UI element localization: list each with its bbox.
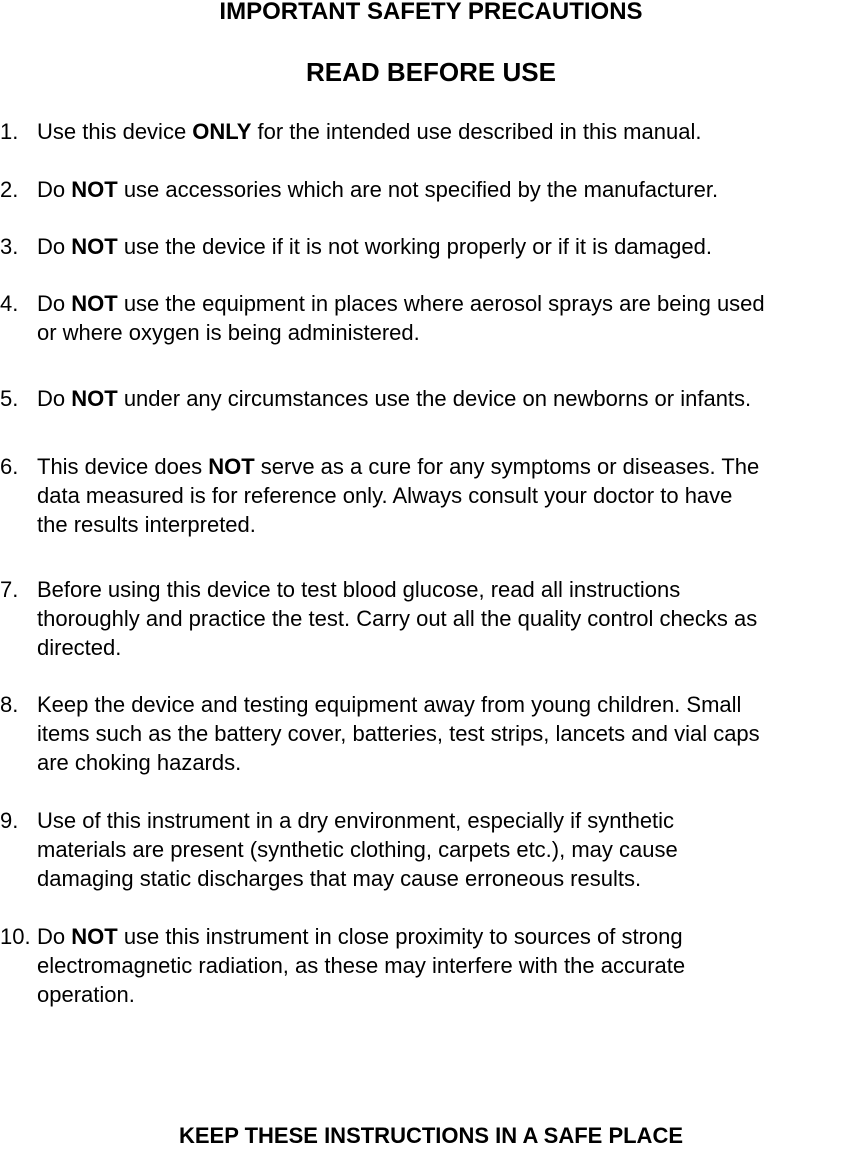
item-text-line: thoroughly and practice the test. Carry out all the quality control checks as	[37, 606, 758, 631]
item-text-row	[37, 452, 862, 481]
item-text-line: for the intended use described in this manual.	[251, 119, 702, 144]
item-emphasis: NOT	[208, 454, 255, 479]
item-text-line: use the device if it is not working properly or if it is damaged.	[117, 234, 712, 259]
item-text	[37, 175, 862, 204]
item-emphasis: NOT	[71, 924, 118, 949]
item-number: 6.	[0, 454, 19, 479]
page-title: IMPORTANT SAFETY PRECAUTIONS	[219, 0, 643, 25]
item-text-row	[37, 289, 862, 318]
item-text-line: use accessories which are not specified by the manufacturer.	[117, 177, 719, 202]
item-text-lead: Do	[37, 924, 72, 949]
item-text	[37, 117, 862, 146]
item-number: 9.	[0, 808, 19, 833]
item-text-line: Before using this device to test blood glucose, read all instructions	[37, 577, 681, 602]
item-text-lead: Do	[37, 386, 72, 411]
item-number: 2.	[0, 177, 19, 202]
item-text	[37, 806, 862, 893]
item-emphasis: NOT	[71, 386, 118, 411]
item-text-line: items such as the battery cover, batteries, test strips, lancets and vial caps	[37, 721, 760, 746]
item-text	[37, 232, 862, 261]
item-emphasis: ONLY	[192, 119, 252, 144]
item-text	[37, 690, 862, 777]
item-text-line: damaging static discharges that may cause erroneous results.	[37, 866, 642, 891]
item-text	[37, 384, 862, 413]
item-number: 7.	[0, 577, 19, 602]
item-text-row	[37, 922, 862, 951]
item-text-line: data measured is for reference only. Always consult your doctor to have	[37, 483, 733, 508]
item-text-line: under any circumstances use the device on newborns or infants.	[117, 386, 752, 411]
item-number: 8.	[0, 692, 19, 717]
item-text	[37, 452, 862, 539]
item-text-line: materials are present (synthetic clothing, carpets etc.), may cause	[37, 837, 678, 862]
item-text-line: Use of this instrument in a dry environment, especially if synthetic	[37, 808, 675, 833]
item-text-line: use the equipment in places where aerosol sprays are being used	[117, 291, 765, 316]
item-number: 3.	[0, 234, 19, 259]
item-text	[37, 289, 862, 347]
item-text-line: are choking hazards.	[37, 750, 242, 775]
item-number: 4.	[0, 291, 19, 316]
item-text-line: operation.	[37, 982, 135, 1007]
item-number: 10.	[0, 924, 31, 949]
item-emphasis: NOT	[71, 177, 118, 202]
item-text-lead: Do	[37, 234, 72, 259]
item-text-line: serve as a cure for any symptoms or diseases. The	[254, 454, 760, 479]
item-emphasis: NOT	[71, 291, 118, 316]
item-emphasis: NOT	[71, 234, 118, 259]
item-number: 5.	[0, 386, 19, 411]
item-text-lead: This device does	[37, 454, 209, 479]
item-text	[37, 575, 862, 662]
item-number: 1.	[0, 119, 19, 144]
item-text-lead: Do	[37, 177, 72, 202]
item-text-line: or where oxygen is being administered.	[37, 320, 420, 345]
item-text	[37, 922, 862, 1009]
item-text-line: use this instrument in close proximity to sources of strong	[117, 924, 683, 949]
item-text-line: electromagnetic radiation, as these may interfere with the accurate	[37, 953, 686, 978]
item-text-line: the results interpreted.	[37, 512, 256, 537]
item-text-line: Keep the device and testing equipment away from young children. Small	[37, 692, 742, 717]
page-subtitle: READ BEFORE USE	[306, 57, 556, 87]
item-text-lead: Do	[37, 291, 72, 316]
footer-notice: KEEP THESE INSTRUCTIONS IN A SAFE PLACE	[178, 1123, 684, 1148]
item-text-lead: Use this device	[37, 119, 193, 144]
item-text-line: directed.	[37, 635, 122, 660]
